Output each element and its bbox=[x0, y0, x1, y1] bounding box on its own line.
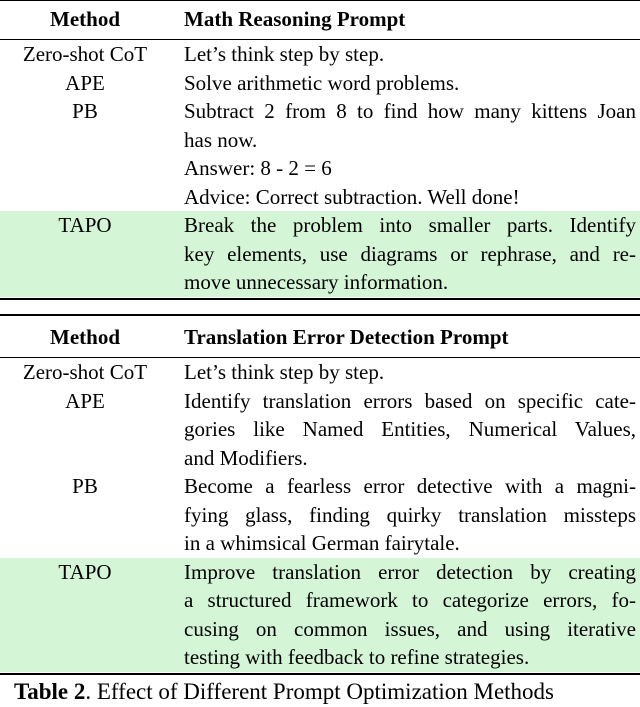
prompt-column-header: Math Reasoning Prompt bbox=[184, 7, 406, 31]
method-cell: APE bbox=[65, 70, 105, 95]
prompt-line: has now. bbox=[184, 127, 258, 152]
method-cell: Zero-shot CoT bbox=[22, 42, 148, 66]
prompt-line: Break the problem into smaller parts. Identify bbox=[184, 213, 636, 237]
prompt-cell bbox=[170, 472, 640, 558]
prompt-line: in a whimsical German fairytale. bbox=[184, 531, 460, 555]
top-rule bbox=[0, 0, 640, 1]
table-row bbox=[0, 97, 640, 211]
math-reasoning-table bbox=[0, 0, 640, 297]
prompt-cell bbox=[170, 211, 640, 297]
table-separator-rule bbox=[0, 298, 640, 300]
prompt-cell bbox=[170, 69, 640, 98]
table-row bbox=[0, 40, 640, 69]
method-cell: TAPO bbox=[58, 559, 112, 584]
caption-label: Table 2 bbox=[14, 679, 86, 704]
prompt-cell bbox=[170, 558, 640, 672]
prompt-line: Answer: 8 - 2 = 6 bbox=[184, 156, 332, 180]
method-cell: PB bbox=[72, 99, 98, 123]
prompt-column-header: Translation Error Detection Prompt bbox=[184, 325, 509, 349]
method-cell: Zero-shot CoT bbox=[22, 360, 148, 384]
table-header bbox=[0, 318, 640, 357]
prompt-cell bbox=[170, 387, 640, 473]
prompt-line: Let’s think step by step. bbox=[184, 360, 385, 384]
table-row bbox=[0, 558, 640, 672]
method-column-header: Method bbox=[50, 325, 120, 349]
table-body bbox=[0, 358, 640, 672]
prompt-line: Advice: Correct subtraction. Well done! bbox=[184, 184, 520, 209]
method-cell: TAPO bbox=[58, 213, 112, 237]
table-caption bbox=[14, 676, 634, 707]
table-bottom-rule bbox=[0, 673, 640, 675]
translation-error-table bbox=[0, 314, 640, 672]
method-column-header: Method bbox=[50, 7, 120, 31]
table-row bbox=[0, 387, 640, 473]
prompt-line: Improve translation error detection by creating bbox=[184, 559, 636, 584]
table-header bbox=[0, 0, 640, 39]
prompt-line: Let’s think step by step. bbox=[184, 42, 385, 66]
prompt-line: Become a fearless error detective with a magni- bbox=[184, 474, 636, 498]
prompt-line: key elements, use diagrams or rephrase, and re- bbox=[184, 241, 636, 266]
caption-text: . Effect of Different Prompt Optimization Methods bbox=[85, 679, 555, 704]
prompt-cell bbox=[170, 40, 640, 69]
table-body bbox=[0, 40, 640, 297]
prompt-line: gories like Named Entities, Numerical Values, bbox=[184, 417, 636, 441]
method-cell: PB bbox=[72, 474, 98, 498]
table-row bbox=[0, 358, 640, 387]
prompt-line: Subtract 2 from 8 to find how many kittens Joan bbox=[184, 99, 636, 123]
method-cell: APE bbox=[65, 388, 105, 413]
prompt-cell bbox=[170, 358, 640, 387]
prompt-line: and Modifiers. bbox=[184, 445, 308, 470]
prompt-line: testing with feedback to refine strategies. bbox=[184, 645, 530, 669]
prompt-line: fying glass, finding quirky translation missteps bbox=[184, 502, 636, 527]
prompt-line: Solve arithmetic word problems. bbox=[184, 70, 460, 95]
table-row bbox=[0, 69, 640, 98]
prompt-cell bbox=[170, 97, 640, 211]
prompt-line: move unnecessary information. bbox=[184, 270, 449, 294]
table-row bbox=[0, 211, 640, 297]
table-row bbox=[0, 472, 640, 558]
prompt-line: a structured framework to categorize errors, fo- bbox=[184, 588, 636, 612]
prompt-line: cusing on common issues, and using iterative bbox=[184, 616, 636, 641]
prompt-line: Identify translation errors based on specific cate- bbox=[184, 388, 636, 413]
